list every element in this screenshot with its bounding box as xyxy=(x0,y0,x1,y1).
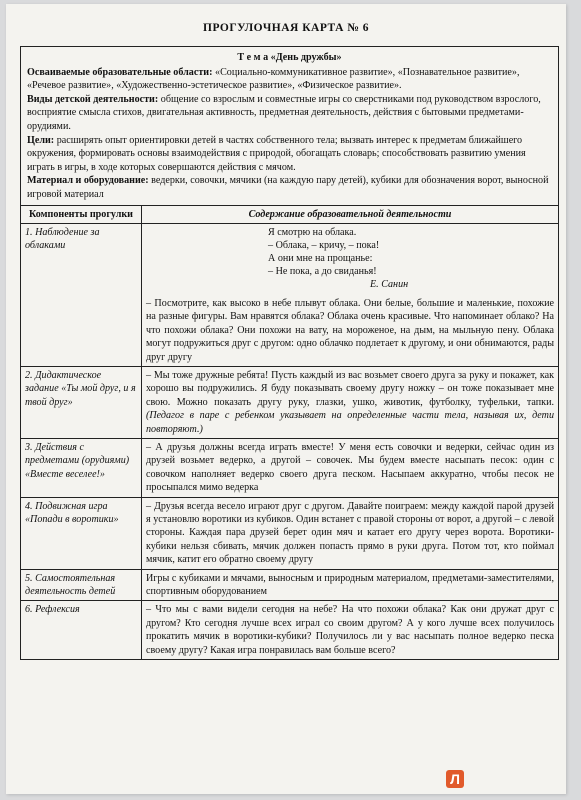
poem-line: – Не пока, а до свиданья! xyxy=(268,265,377,277)
poem-line: Я смотрю на облака. xyxy=(268,226,357,238)
topic-value: «День дружбы» xyxy=(270,52,342,63)
table-row xyxy=(21,366,558,438)
topic-label: Т е м а xyxy=(237,52,269,63)
poem-line: А они мне на прощанье: xyxy=(268,252,373,264)
goals-label: Цели: xyxy=(27,134,55,146)
areas-text: «Социально-коммуникативное развитие», «Познавательное развитие», «Речевое развитие», «Художественно-эстетическое развитие», «Физическое развитие». xyxy=(27,66,520,92)
row-content xyxy=(142,223,559,366)
materials-text: ведерки, совочки, мячики (на каждую пару детей), кубики для обозначения ворот, выносной игровой материал xyxy=(27,175,549,200)
row-content: Игры с кубиками и мячами, выносным и природным материалом, предметами-заместителями, спортивным оборудованием xyxy=(142,569,559,601)
topic-line xyxy=(27,51,552,65)
activity-table xyxy=(21,206,558,660)
row-text: – Посмотрите, как высоко в небе плывут облака. Они белые, большие и маленькие, похожие на разные фигуры. Вам нравятся облака? Облака очень красивые. Что напоминает облако? На что похожи облака? Они похожи на вату, на мороженое, на дым, на мыльную пену. Облака могут подружиться друг с другом: одно облачко подлетает к другому, и они обнимаются, рады друг другу xyxy=(146,297,554,363)
poem-line: – Облака, – кричу, – пока! xyxy=(268,239,380,251)
page-title: ПРОГУЛОЧНАЯ КАРТА № 6 xyxy=(203,22,369,34)
areas-paragraph xyxy=(27,66,552,93)
row-text: – Мы тоже дружные ребята! Пусть каждый из вас возьмет своего друга за руку и покажет, как хорошо вы подружились. Я буду показывать своему другу ножку – он тоже показывает мне свою. Можно показать другу руку, глазки, ушко, животик, футболку, туфельки, тапки. xyxy=(146,369,554,408)
goals-paragraph xyxy=(27,134,552,175)
goals-text: расширять опыт ориентировки детей в частях собственного тела; вызвать интерес к предметам ближайшего окружения, формировать основы взаимодействия с природой, обогащать словарь; способствовать развитию умения играть в игры, в ходе которых совершаются действия с мячом. xyxy=(27,134,526,173)
activities-text: общение со взрослым и совместные игры со сверстниками под руководством взрослого, восприятие смысла стихов, двигательная активность, предметная деятельность, действия с бытовыми предметами-орудиями. xyxy=(27,93,541,132)
table-header-row xyxy=(21,206,558,224)
publisher-logo: Л xyxy=(446,770,464,788)
poem xyxy=(146,226,554,291)
poem-author: Е. Санин xyxy=(370,278,409,290)
document-page xyxy=(6,4,566,794)
row-note: (Педагог в паре с ребенком указывает на определенные части тела, называя их, дети повторяют.) xyxy=(146,410,554,435)
row-component: 2. Дидактическое задание «Ты мой друг, и я твой друг» xyxy=(21,366,142,438)
activities-label: Виды детской деятельности: xyxy=(27,93,159,105)
row-component: 6. Рефлексия xyxy=(21,601,142,659)
row-component: 5. Самостоятельная деятельность детей xyxy=(21,569,142,601)
materials-paragraph xyxy=(27,174,552,201)
table-row xyxy=(21,223,558,366)
areas-label: Осваиваемые образовательные области: xyxy=(27,66,213,78)
row-component: 1. Наблюдение за облаками xyxy=(21,223,142,366)
row-content: – Друзья всегда весело играют друг с другом. Давайте поиграем: между каждой парой друзей я установлю воротики из кубиков. Один встанет с правой стороны от ворот, а другой – с левой стороны. Каждая пара друзей берет один мяч и катает его другу через ворота. Воротики-кубики нельзя сбивать, мячик должен попасть прямо в руки друга. Потом тот, кто поймал мячик, катит его обратно своему другу xyxy=(142,497,559,569)
header-content: Содержание образовательной деятельности xyxy=(142,206,559,224)
intro-section xyxy=(21,47,558,206)
table-row xyxy=(21,439,558,498)
walk-card xyxy=(20,46,559,660)
table-row xyxy=(21,601,558,659)
row-component: 3. Действия с предметами (орудиями) «Вместе веселее!» xyxy=(21,439,142,498)
table-row xyxy=(21,497,558,569)
row-content: – Что мы с вами видели сегодня на небе? На что похожи облака? Как они дружат друг с другом? Кто сегодня лучше всех играл со своим другом? А у кого лучше всех получилось прокатить мячик в воротики-кубики? Получилось ли у вас насыпать полное ведерко песка своему другу? Какая игра понравилась вам больше всего? xyxy=(142,601,559,659)
materials-label: Материал и оборудование: xyxy=(27,175,149,187)
row-content xyxy=(142,366,559,438)
activities-paragraph xyxy=(27,93,552,134)
table-row xyxy=(21,569,558,601)
row-component: 4. Подвижная игра «Попади в воротики» xyxy=(21,497,142,569)
header-components: Компоненты прогулки xyxy=(21,206,142,224)
row-content: – А друзья должны всегда играть вместе! У меня есть совочки и ведерки, сейчас один из друзей возьмет ведерко, а другой – совочек. Мы будем вместе насыпать песок: один с совочком наполняет ведерко своего друга песком. Насыпаем аккуратно, чтобы песок не просыпался мимо ведерка xyxy=(142,439,559,498)
